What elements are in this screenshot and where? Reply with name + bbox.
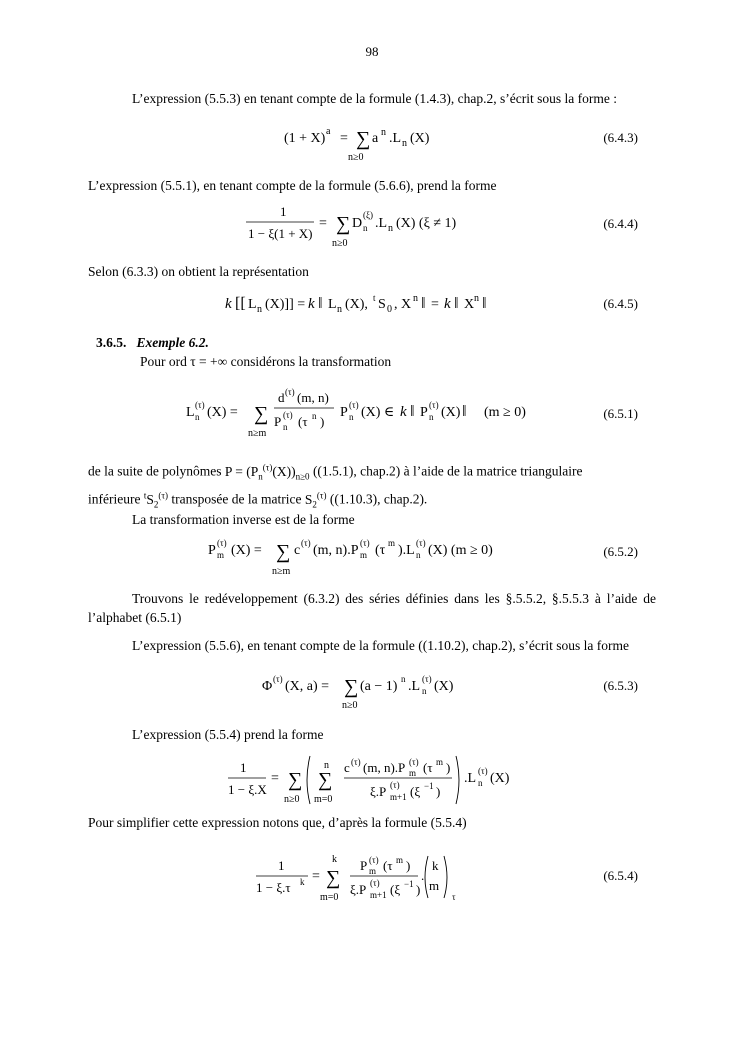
paragraph-9-text: L’expression (5.5.6), en tenant compte de la formule ((1.10.2), chap.2), s’écrit sous la forme [132,638,629,653]
svg-text:m=0: m=0 [314,794,333,805]
svg-text:): ) [416,882,421,897]
paragraph-4-text-pre: Pour ord [140,354,187,369]
svg-text:m: m [429,878,440,893]
svg-text:k: k [432,858,439,873]
svg-text:‖: ‖ [410,403,415,420]
svg-text:n: n [337,304,342,315]
svg-text:(X): (X) [410,131,430,146]
svg-text:(τ): (τ) [429,400,439,410]
svg-text:k: k [332,854,337,865]
svg-text:(X): (X) [490,771,510,786]
svg-text:n: n [416,550,421,560]
svg-text:n: n [283,422,288,432]
paragraph-11 [88,813,656,832]
svg-text:(τ: (τ [375,543,386,558]
paragraph-3 [88,262,656,281]
svg-text:S: S [378,297,386,312]
paragraph-2 [88,176,656,195]
svg-text:): ) [406,858,411,873]
svg-text:n: n [195,412,200,422]
svg-text:(τ: (τ [383,858,393,873]
svg-text:m: m [396,855,404,865]
svg-text:m+1: m+1 [370,890,387,900]
svg-text:.: . [421,868,425,883]
svg-text:m: m [388,538,396,548]
paragraph-5-text-post: ((1.5.1), chap.2) à l’aide de la matrice triangulaire [312,463,583,479]
svg-text:n: n [363,223,368,233]
svg-text:D: D [352,216,363,231]
svg-text:(ξ: (ξ [390,882,401,897]
svg-text:n: n [478,778,483,788]
paragraph-8 [88,589,656,627]
svg-text:n: n [401,674,406,684]
svg-text:ξ.P: ξ.P [350,882,367,897]
svg-text:−1: −1 [424,781,434,791]
svg-text:(τ): (τ) [217,538,227,548]
svg-text:(X) =: (X) = [231,543,262,558]
svg-text:(X): (X) [441,405,461,420]
svg-text:): ) [320,414,325,429]
svg-text:τ: τ [452,892,456,902]
svg-text:−1: −1 [404,879,414,889]
svg-text:n: n [413,293,418,304]
svg-text:.L: .L [389,131,402,146]
svg-text:L: L [248,297,257,312]
svg-text:(X) =: (X) = [207,405,238,420]
svg-text:m=0: m=0 [320,892,339,903]
paragraph-2-text: L’expression (5.5.1), en tenant compte de la formule (5.6.6), prend la forme [88,178,497,193]
svg-text:a: a [326,126,331,137]
svg-text:(τ): (τ) [285,387,295,397]
svg-text:∑: ∑ [318,769,333,791]
svg-text:‖: ‖ [482,295,487,312]
paragraph-10 [88,725,656,744]
svg-text:m: m [369,866,377,876]
svg-text:): ) [436,784,441,799]
svg-text:(X),: (X), [345,297,368,312]
svg-text:(X, a) =: (X, a) = [285,679,330,694]
svg-text:∑: ∑ [288,769,303,791]
svg-text:n: n [324,760,329,771]
svg-text:X: X [464,297,475,312]
svg-text:k: k [444,296,451,312]
equation-6-5-2 [88,536,656,588]
svg-text:1: 1 [240,760,247,775]
section-heading [96,335,209,351]
svg-text:1 − ξ.τ: 1 − ξ.τ [256,880,291,895]
equation-number-6-4-4: (6.4.4) [603,216,638,231]
svg-text:t: t [373,293,376,303]
paragraph-6-text-post: ((1.10.3), chap.2). [329,491,428,507]
svg-text:n≥m: n≥m [272,566,291,577]
equation-number-6-5-4: (6.5.4) [603,868,638,883]
svg-text:(τ): (τ) [351,757,361,767]
equation-6-4-4 [88,202,656,254]
svg-text:, X: , X [394,297,412,312]
svg-text:L: L [328,297,337,312]
svg-text:=: = [431,297,439,312]
svg-text:(τ: (τ [423,760,433,775]
svg-text:∑: ∑ [336,213,351,235]
svg-text:a: a [372,131,379,146]
equation-6-5-3 [88,674,656,726]
svg-text:P: P [360,858,368,873]
svg-text:n≥0: n≥0 [284,794,300,805]
svg-text:n≥0: n≥0 [342,700,358,711]
svg-text:P: P [274,414,282,429]
svg-text:(τ): (τ) [195,400,205,410]
svg-text:1: 1 [278,858,285,873]
svg-text:n≥0: n≥0 [332,238,348,249]
paragraph-4-text-post: considérons la transformation [230,354,392,369]
svg-text:∑: ∑ [356,128,371,150]
svg-text:=: = [312,869,320,884]
svg-text:(τ): (τ) [369,855,379,865]
svg-text:Φ: Φ [262,679,273,694]
section-title: Exemple 6.2. [136,335,209,350]
page-number: 98 [365,44,379,59]
svg-text:(τ): (τ) [478,766,488,776]
svg-text:∑: ∑ [344,676,359,698]
svg-text:(τ): (τ) [301,538,311,548]
svg-text:‖: ‖ [454,295,459,312]
svg-text:m: m [217,550,225,560]
svg-text:k: k [400,404,407,420]
svg-text:m: m [409,768,417,778]
svg-text:m+1: m+1 [390,792,407,802]
svg-text:(τ): (τ) [416,538,426,548]
equation-number-6-4-5: (6.4.5) [603,296,638,311]
svg-text:[[: [[ [235,295,246,312]
svg-text:n: n [388,223,393,234]
svg-text:(τ): (τ) [360,538,370,548]
svg-text:‖: ‖ [318,295,323,312]
svg-text:n≥m: n≥m [248,428,267,439]
svg-text:1: 1 [280,204,287,219]
section-number: 3.6.5. [96,335,127,350]
svg-text:=: = [319,216,327,231]
paragraph-6: inférieure $^tS_2^{(\tau)}$ transposée de la matrice $S_2^{(\tau)}$ ((1.10.3), chap.2). [88,490,428,510]
svg-text:k: k [225,296,232,312]
svg-text:n: n [257,304,262,315]
svg-text:).L: ).L [398,543,415,558]
svg-text:(m, n).P: (m, n).P [363,760,406,775]
svg-text:m: m [436,757,444,767]
svg-text:(X) (ξ ≠ 1): (X) (ξ ≠ 1) [396,216,457,231]
svg-text:): ) [446,760,451,775]
svg-text:k: k [300,877,305,887]
svg-text:1 − ξ(1 + X): 1 − ξ(1 + X) [248,226,313,241]
svg-text:(X)]] =: (X)]] = [265,297,306,312]
paragraph-6-text-pre: inférieure [88,491,141,507]
svg-text:n: n [422,686,427,696]
svg-text:(τ: (τ [298,414,308,429]
svg-text:P: P [420,405,428,420]
svg-text:d: d [278,390,285,405]
svg-text:(ξ: (ξ [410,784,421,799]
equation-6-5-1 [88,388,656,440]
paragraph-9 [88,636,656,655]
svg-text:(τ): (τ) [349,400,359,410]
svg-text:n: n [381,127,386,138]
svg-text:(X) ∈: (X) ∈ [361,405,395,420]
paragraph-11-text: Pour simplifier cette expression notons que, d’après la formule (5.5.4) [88,815,467,830]
svg-text:=: = [271,771,279,786]
equation-number-6-5-2: (6.5.2) [603,544,638,559]
svg-text:k: k [308,296,315,312]
paragraph-7 [88,510,656,529]
svg-text:P: P [340,405,348,420]
svg-text:n: n [402,138,407,149]
svg-text:1 − ξ.X: 1 − ξ.X [228,782,267,797]
paragraph-6-text-mid: transposée de la matrice [171,491,302,507]
svg-text:.L: .L [375,216,388,231]
paragraph-5: de la suite de polynômes $P = (P_n^{(\tau)}(X))_{n\ge 0}$ ((1.5.1), chap.2) à l’aide de la matrice triangulaire [88,462,583,482]
svg-text:(m, n).P: (m, n).P [313,543,359,558]
svg-text:ξ.P: ξ.P [370,784,387,799]
equation-number-6-4-3: (6.4.3) [603,130,638,145]
svg-text:(m ≥ 0): (m ≥ 0) [484,405,526,420]
svg-text:(X) (m ≥ 0): (X) (m ≥ 0) [428,543,493,558]
svg-text:‖: ‖ [421,295,426,312]
paragraph-7-text: La transformation inverse est de la forme [132,512,355,527]
svg-text:(τ): (τ) [273,674,283,684]
svg-text:∑: ∑ [276,541,291,563]
svg-text:L: L [186,405,195,420]
svg-text:n: n [312,411,317,421]
equation-unnumbered [88,752,656,810]
svg-text:(ξ): (ξ) [363,210,374,220]
svg-text:c: c [294,543,301,558]
svg-text:0: 0 [387,304,392,315]
svg-text:‖: ‖ [462,403,467,420]
svg-text:∑: ∑ [326,867,341,889]
svg-text:n≥0: n≥0 [348,152,364,163]
svg-text:(τ): (τ) [370,878,380,888]
paragraph-1-text: L’expression (5.5.3) en tenant compte de la formule (1.4.3), chap.2, s’écrit sous la forme : [132,91,617,106]
svg-text:.L: .L [408,679,421,694]
svg-text:P: P [208,543,216,558]
svg-text:n: n [474,293,479,304]
svg-text:(a − 1): (a − 1) [360,679,398,694]
svg-text:(τ): (τ) [390,780,400,790]
equation-number-6-5-1: (6.5.1) [603,406,638,421]
svg-text:(m, n): (m, n) [297,390,329,405]
svg-text:(τ): (τ) [409,757,419,767]
svg-text:c: c [344,760,350,775]
svg-text:=: = [340,131,348,146]
paragraph-3-text: Selon (6.3.3) on obtient la représentation [88,264,309,279]
svg-text:(X): (X) [434,679,454,694]
paragraph-4: Pour ord τ = +∞ considérons la transformation [140,354,392,369]
paragraph-8-text: Trouvons le redéveloppement (6.3.2) des séries définies dans les §.5.5.2, §.5.5.3 à l’aide de l’alphabet (6.5.1) [88,591,656,625]
svg-text:∑: ∑ [254,403,269,425]
equation-number-6-5-3: (6.5.3) [603,678,638,693]
equation-6-5-4 [88,850,656,906]
svg-text:(τ): (τ) [422,674,432,684]
paragraph-5-text-pre: de la suite de polynômes [88,463,222,479]
svg-text:.L: .L [464,771,477,786]
paragraph-10-text: L’expression (5.5.4) prend la forme [132,727,324,742]
svg-text:(1 + X): (1 + X) [284,131,326,146]
svg-text:n: n [349,412,354,422]
paragraph-1 [88,89,656,108]
svg-text:n: n [429,412,434,422]
equation-6-4-3 [88,126,656,178]
svg-text:m: m [360,550,368,560]
svg-text:(τ): (τ) [283,410,293,420]
